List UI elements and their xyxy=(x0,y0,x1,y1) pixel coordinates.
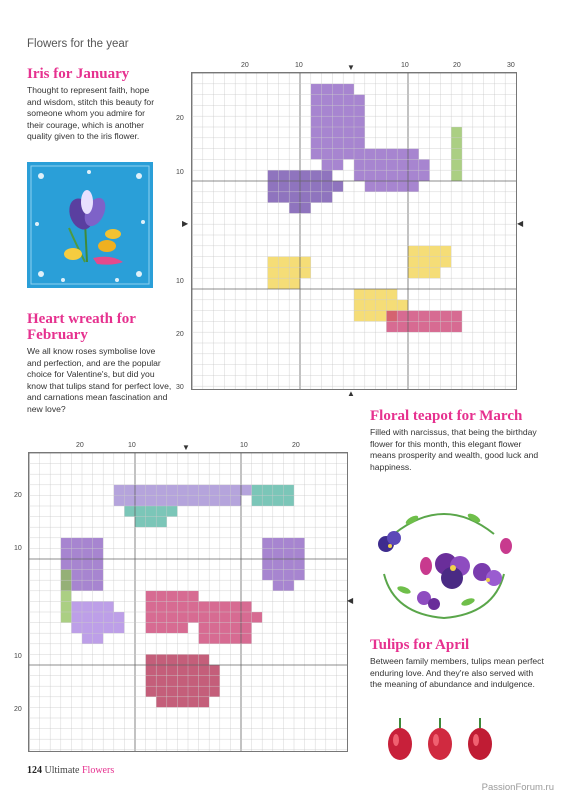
magazine-accent: Flowers xyxy=(82,765,115,776)
article-iris xyxy=(27,66,162,143)
tick-label: 10 xyxy=(14,653,22,660)
tulip-buds-thumbnail xyxy=(376,712,546,768)
leaf xyxy=(451,127,462,181)
article-title: Heart wreath for February xyxy=(27,311,136,343)
violet-wreath-thumbnail xyxy=(364,494,524,626)
tick-label: 10 xyxy=(14,545,22,552)
tick-label: 20 xyxy=(176,115,184,122)
article-body: Between family members, tulips mean perfect enduring love. And they're also served with the meaning of abundance and indulgence. xyxy=(370,656,544,690)
article-body: We all know roses symbolise love and perfection, and are the popular choice for Valentine's, but did you know that tulips stand for perfect love, and carnations mean fascination and new love? xyxy=(27,346,172,414)
tick-label: 20 xyxy=(241,62,249,69)
rose xyxy=(146,654,220,707)
article-title: Tulips for April xyxy=(370,637,470,653)
tick-label: 10 xyxy=(176,169,184,176)
tick-label: 10 xyxy=(401,62,409,69)
tick-label: 20 xyxy=(14,706,22,713)
article-title: Floral teapot for March xyxy=(370,408,523,424)
tick-label: 20 xyxy=(14,492,22,499)
tick-label: 10 xyxy=(240,442,248,449)
tick-label: 20 xyxy=(292,442,300,449)
watermark: PassionForum.ru xyxy=(481,782,554,793)
article-body: Filled with narcissus, that being the birthday flower for this month, this elegant flower means prosperity and wealth, good luck and happiness. xyxy=(370,427,539,472)
section-title: Flowers for the year xyxy=(27,38,129,50)
article-heart-wreath xyxy=(27,311,172,416)
iris-left-ticks xyxy=(176,72,190,391)
leaf xyxy=(61,570,72,623)
tick-label: 20 xyxy=(453,62,461,69)
page-number: 124 xyxy=(27,765,42,776)
wreath-left-ticks xyxy=(14,452,28,750)
tick-label: 30 xyxy=(507,62,515,69)
center-marker-bottom: ▲ xyxy=(347,389,355,398)
tick-label: 30 xyxy=(176,384,184,391)
tick-label: 10 xyxy=(128,442,136,449)
magazine-name: Ultimate xyxy=(44,765,80,776)
tick-label: 20 xyxy=(76,442,84,449)
center-marker-top: ▼ xyxy=(182,443,190,452)
center-marker-right: ◀ xyxy=(347,596,354,605)
tick-label: 10 xyxy=(295,62,303,69)
iris-thumbnail xyxy=(27,162,153,288)
tick-label: 20 xyxy=(176,331,184,338)
page-footer xyxy=(27,765,114,776)
article-floral-teapot xyxy=(370,408,545,473)
tick-label: 10 xyxy=(176,278,184,285)
article-title: Iris for January xyxy=(27,66,130,82)
article-tulips xyxy=(370,637,545,691)
center-marker-right: ◀ xyxy=(517,219,524,228)
article-body: Thought to represent faith, hope and wisdom, stitch this beauty for someone whom you admire for their courage, which is another quality given to the iris flower. xyxy=(27,85,155,142)
center-marker-left: ▶ xyxy=(182,219,189,228)
center-marker-top: ▼ xyxy=(347,63,355,72)
